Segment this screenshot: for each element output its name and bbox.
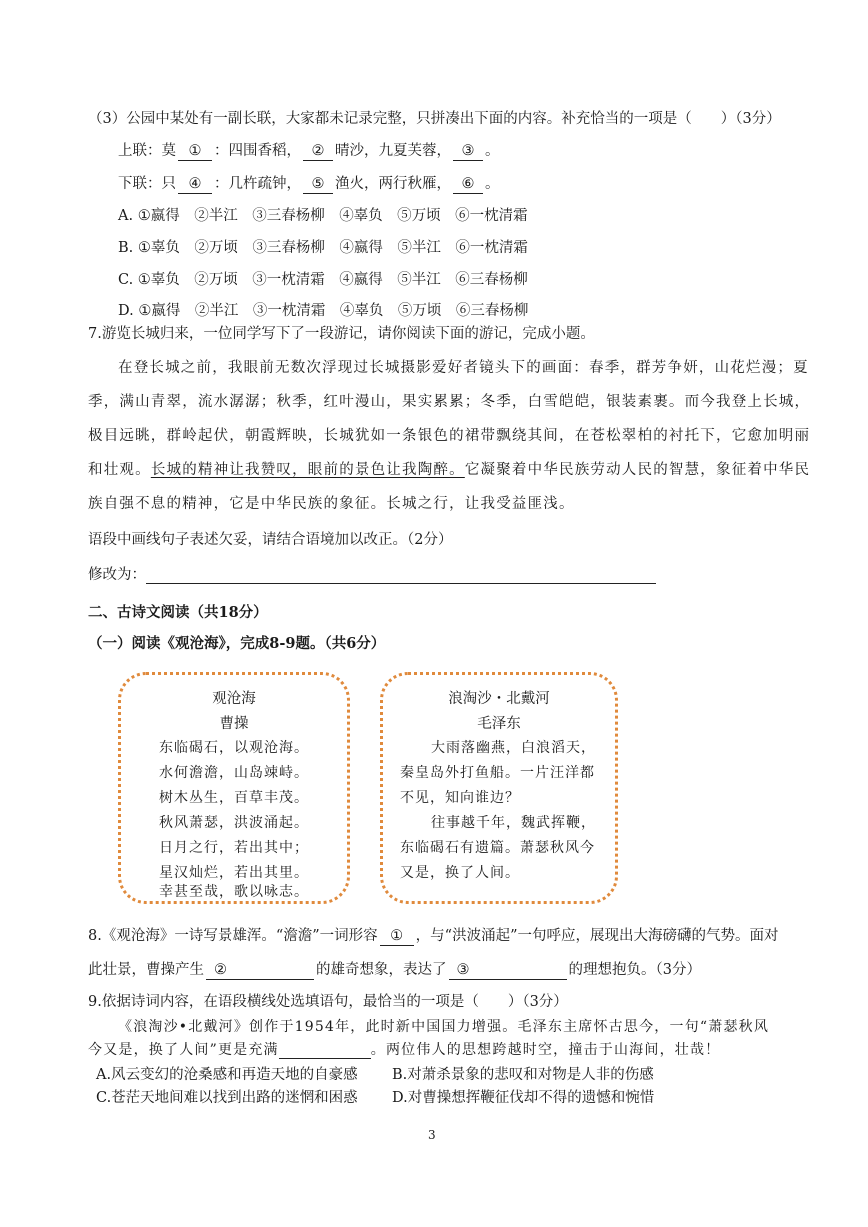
page-number: 3	[428, 1128, 436, 1142]
fix-label: 修改为：	[88, 567, 146, 583]
q8-blank-1[interactable]: ①	[380, 929, 414, 946]
blank-3[interactable]: ③	[453, 144, 483, 161]
poem1-author: 曹操	[219, 716, 249, 732]
blank-2[interactable]: ②	[303, 144, 333, 161]
poem2-line: 又是，换了人间。	[400, 865, 520, 881]
section-heading: 二、古诗文阅读（共18分）	[88, 604, 268, 621]
poem2-author: 毛泽东	[477, 716, 521, 732]
q8-blank-2[interactable]: ②	[206, 963, 314, 980]
poem2-line: 秦皇岛外打鱼船。一片汪洋都	[400, 765, 595, 781]
q9-para-line-1: 《浪淘沙•北戴河》创作于1954年，此时新中国国力增强。毛泽东主席怀古思今，一句“萧瑟秋风	[118, 1019, 770, 1035]
q8-line-1: 8.《观沧海》一诗写景雄浑。“澹澹”一词形容 ① ，与“洪波涌起”一句呼应，展现出大海磅礴的气势。面对	[88, 928, 779, 944]
poem2-line: 大雨落幽燕，白浪滔天，	[431, 740, 596, 756]
q9-para-line-2: 今又是，换了人间”更是充满 。两位伟人的思想跨越时空，撞击于山海间，壮哉！	[88, 1042, 721, 1058]
poem1-line: 水何澹澹，山岛竦峙。	[159, 765, 309, 781]
poem2-line: 不见，知向谁边？	[400, 790, 520, 806]
blank-1[interactable]: ①	[178, 144, 212, 161]
poem1-line: 树木丛生，百草丰茂。	[159, 790, 309, 806]
q8-line-2: 此壮景，曹操产生 ② 的雄奇想象，表达了 ③ 的理想抱负。（3分）	[88, 962, 701, 978]
section-subheading: （一）阅读《观沧海》，完成8-9题。（共6分）	[88, 635, 386, 652]
q8-blank-3[interactable]: ③	[449, 963, 567, 980]
q3-option-d[interactable]: D. ①嬴得 ②半江 ③一枕清霜 ④辜负 ⑤万顷 ⑥三春杨柳	[118, 303, 529, 319]
q7-para-line-5: 族自强不息的精神，它是中华民族的象征。长城之行，让我受益匪浅。	[88, 496, 575, 512]
q7-stem: 7.游览长城归来，一位同学写下了一段游记，请你阅读下面的游记，完成小题。	[88, 326, 595, 342]
q3-upper-couplet: 上联：莫 ① ：四围香稻， ② 晴沙，九夏芙蓉， ③ 。	[118, 143, 500, 159]
poem1-line: 幸甚至哉，歌以咏志。	[159, 884, 309, 900]
poem2-line: 往事越千年，魏武挥鞭，	[431, 815, 596, 831]
q7-para-line-2: 季，满山青翠，流水潺潺；秋季，红叶漫山，果实累累；冬季，白雪皑皑，银装素裹。而今我登上长城，	[88, 394, 811, 410]
q9-option-b[interactable]: B.对萧杀景象的悲叹和对物是人非的伤感	[392, 1067, 654, 1083]
q9-option-c[interactable]: C.苍茫天地间难以找到出路的迷惘和困惑	[96, 1090, 358, 1106]
q3-option-a[interactable]: A. ①嬴得 ②半江 ③三春杨柳 ④辜负 ⑤万顷 ⑥一枕清霜	[118, 208, 528, 224]
underlined-sentence: 长城的精神让我赞叹，眼前的景色让我陶醉。	[150, 462, 465, 478]
poem1-line: 东临碣石，以观沧海。	[159, 740, 309, 756]
poem1-line: 秋风萧瑟，洪波涌起。	[159, 815, 309, 831]
q3-option-c[interactable]: C. ①辜负 ②万顷 ③一枕清霜 ④嬴得 ⑤半江 ⑥三春杨柳	[118, 272, 528, 288]
poem1-line: 星汉灿烂，若出其里。	[159, 865, 309, 881]
poem2-title: 浪淘沙・北戴河	[448, 691, 550, 707]
q9-stem: 9.依据诗词内容，在语段横线处选填语句，最恰当的一项是（ ）（3分）	[88, 994, 568, 1010]
poem1-line: 日月之行，若出其中；	[159, 840, 309, 856]
q7-question: 语段中画线句子表述欠妥，请结合语境加以改正。（2分）	[88, 532, 453, 548]
poem-box-guancanghai	[118, 672, 350, 904]
q7-para-line-4: 和壮观。长城的精神让我赞叹，眼前的景色让我陶醉。它凝聚着中华民族劳动人民的智慧，象征着中华民	[88, 462, 811, 478]
poem2-line: 东临碣石有遗篇。萧瑟秋风今	[400, 840, 595, 856]
q7-para-line-1: 在登长城之前，我眼前无数次浮现过长城摄影爱好者镜头下的画面：春季，群芳争妍，山花烂漫；夏	[118, 360, 809, 376]
q3-lower-couplet: 下联：只 ④ ：几杵疏钟， ⑤ 渔火，两行秋雁， ⑥ 。	[118, 176, 500, 192]
blank-4[interactable]: ④	[178, 177, 212, 194]
q3-stem: （3）公园中某处有一副长联，大家都未记录完整，只拼凑出下面的内容。补充恰当的一项是（ ）（3分）	[88, 111, 781, 127]
poem-box-langtaosha	[380, 672, 618, 904]
poem1-title: 观沧海	[212, 691, 256, 707]
fix-answer-line[interactable]	[146, 565, 656, 584]
q9-blank[interactable]	[279, 1043, 371, 1059]
q9-option-d[interactable]: D.对曹操想挥鞭征伐却不得的遗憾和惋惜	[392, 1090, 655, 1106]
blank-6[interactable]: ⑥	[453, 177, 483, 194]
q7-fix-row	[88, 563, 656, 584]
blank-5[interactable]: ⑤	[303, 177, 333, 194]
q9-option-a[interactable]: A.风云变幻的沧桑感和再造天地的自豪感	[96, 1067, 358, 1083]
q3-option-b[interactable]: B. ①辜负 ②万顷 ③三春杨柳 ④嬴得 ⑤半江 ⑥一枕清霜	[118, 240, 528, 256]
q7-para-line-3: 极目远眺，群岭起伏，朝霞辉映，长城犹如一条银色的裙带飘绕其间，在苍松翠柏的衬托下，它愈加明丽	[88, 428, 811, 444]
